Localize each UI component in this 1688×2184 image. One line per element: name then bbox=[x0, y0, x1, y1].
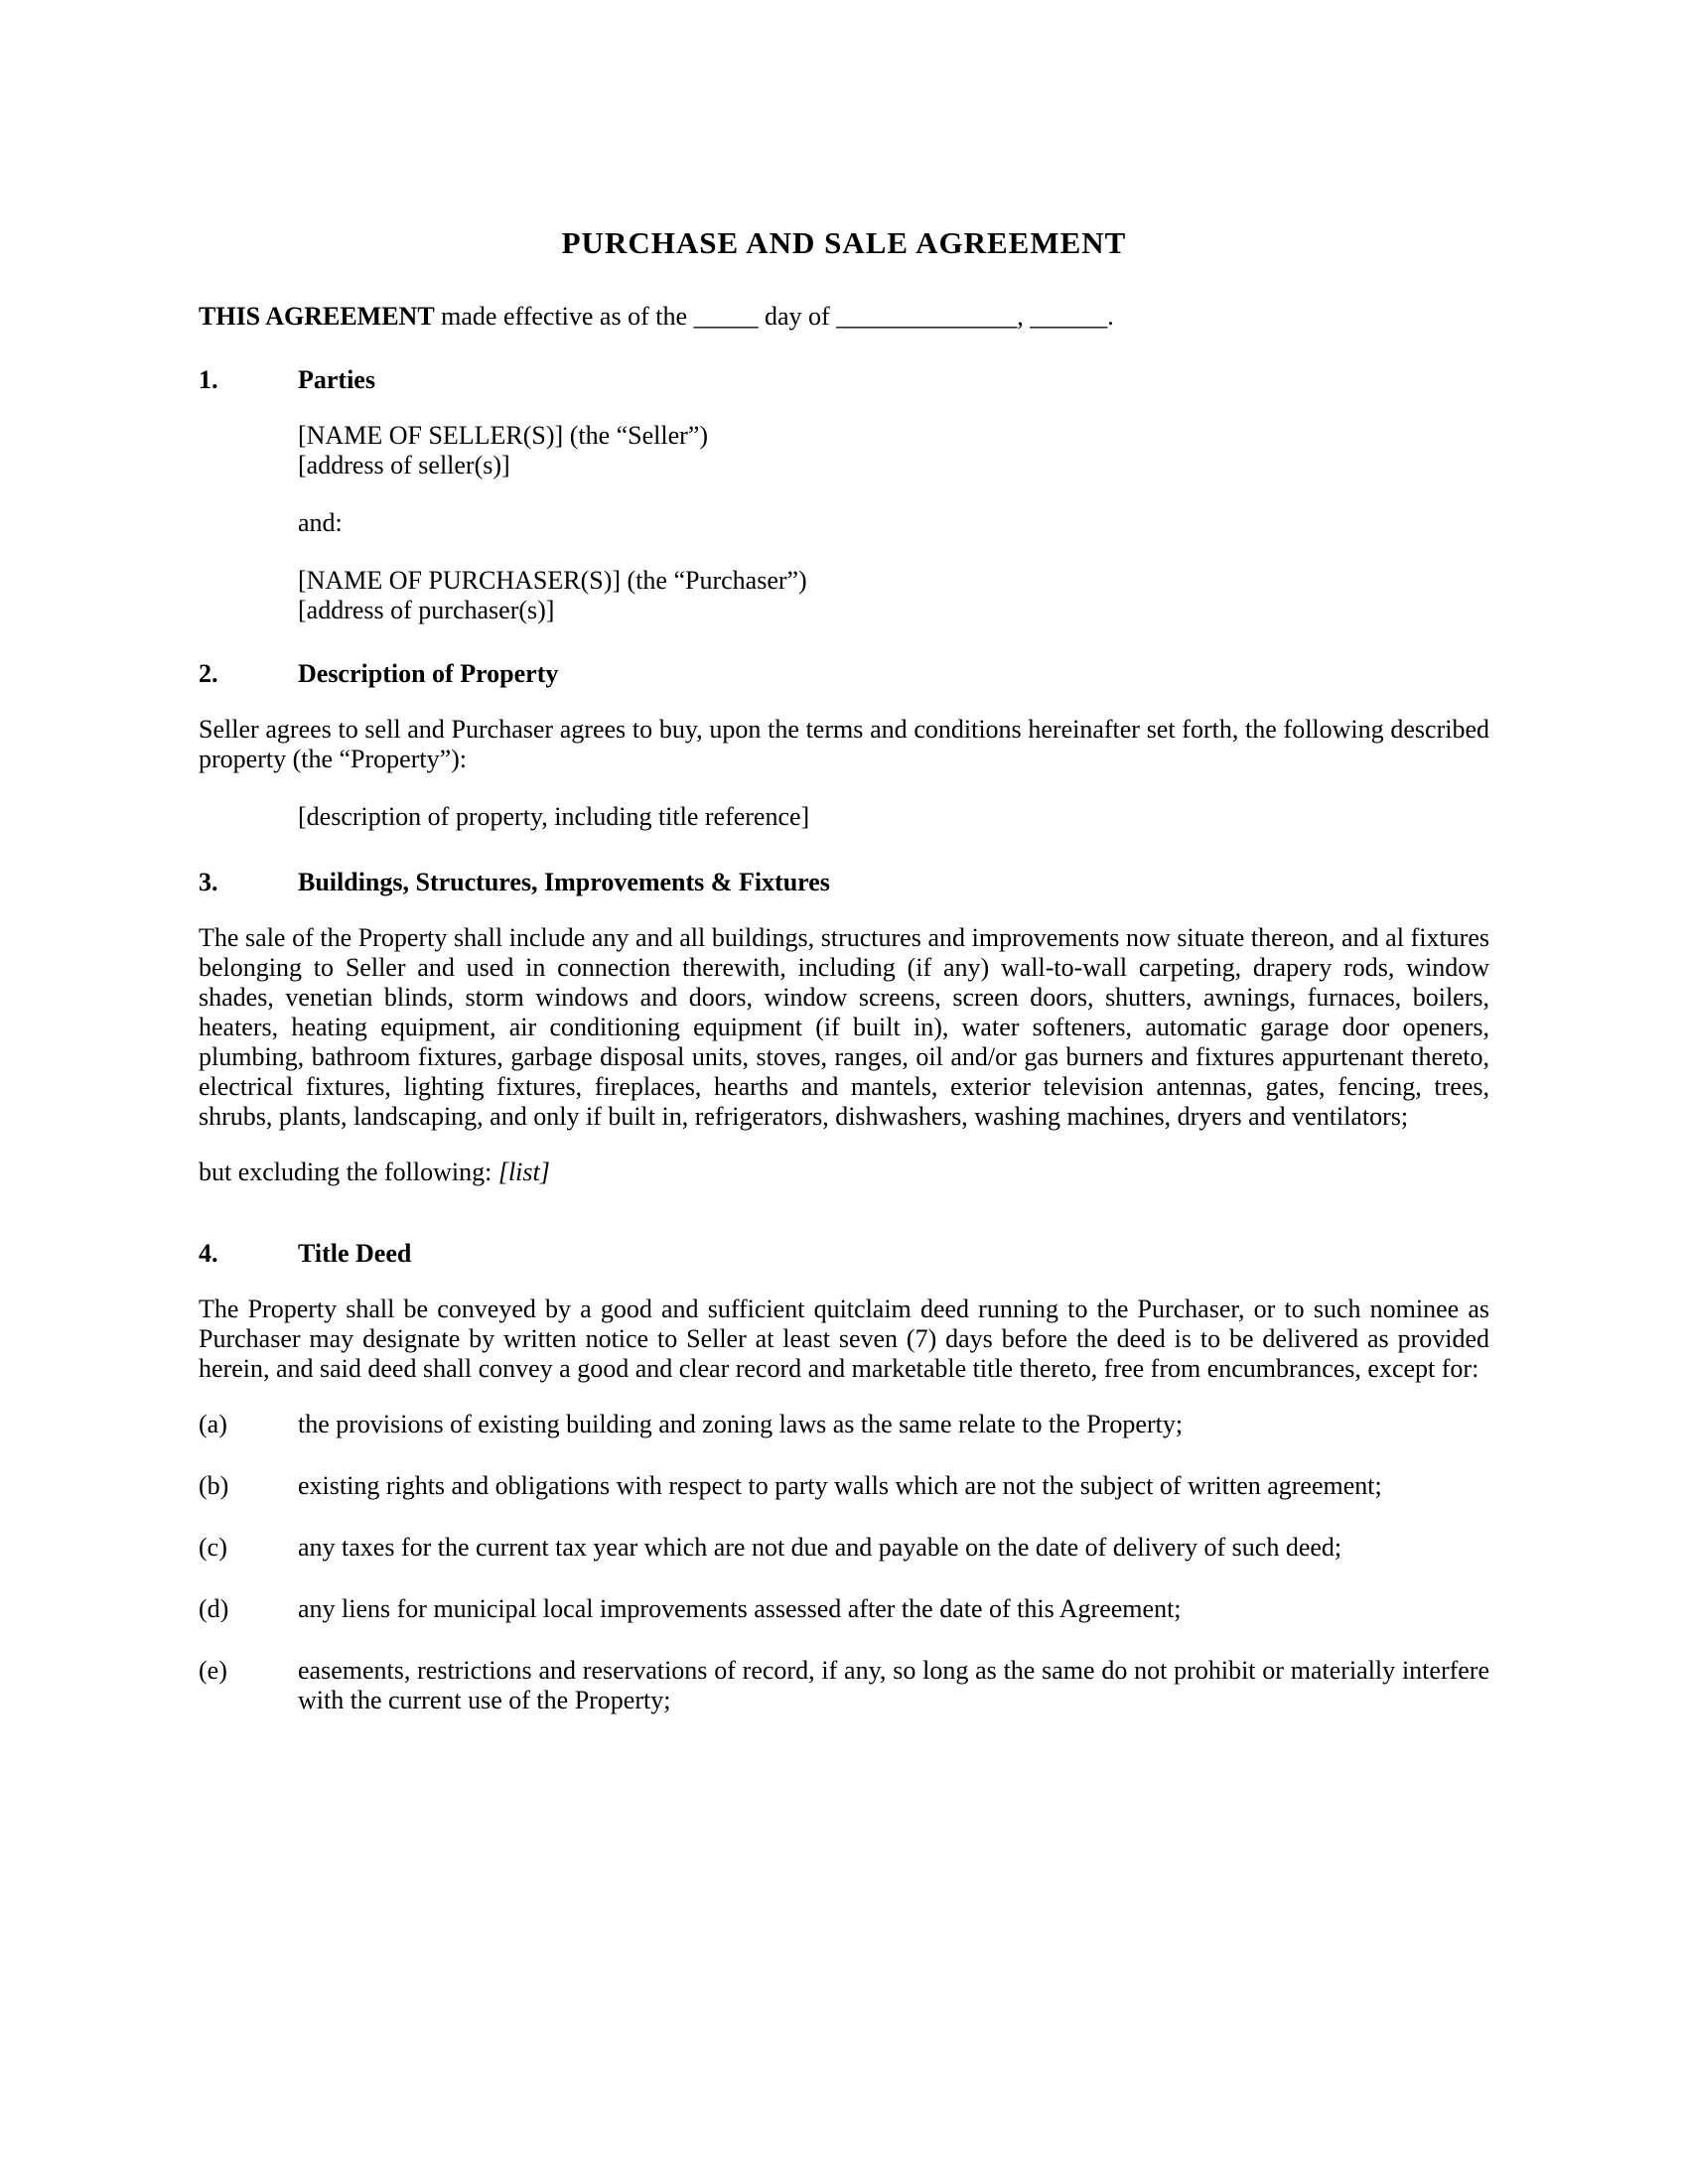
list-item-c bbox=[199, 1533, 1489, 1563]
list-item-e-marker: (e) bbox=[199, 1656, 227, 1685]
section-3-heading-row bbox=[199, 868, 1489, 897]
section-1-heading-row bbox=[199, 365, 1489, 395]
exclusions-text: but excluding the following: bbox=[199, 1158, 492, 1186]
list-item-e bbox=[199, 1656, 1489, 1715]
exclusions-line bbox=[199, 1158, 1489, 1187]
document-title: PURCHASE AND SALE AGREEMENT bbox=[561, 225, 1127, 260]
seller-block bbox=[298, 421, 1489, 480]
list-item-b bbox=[199, 1471, 1489, 1501]
list-item-a-marker: (a) bbox=[199, 1410, 227, 1438]
section-1-number: 1. bbox=[199, 365, 218, 394]
section-2-number: 2. bbox=[199, 659, 218, 688]
exclusions-list-placeholder: [list] bbox=[497, 1158, 550, 1186]
list-item-a bbox=[199, 1410, 1489, 1439]
list-item-d-text: any liens for municipal local improvements assessed after the date of this Agreement; bbox=[298, 1594, 1182, 1623]
list-item-c-marker: (c) bbox=[199, 1533, 227, 1562]
list-item-e-text: easements, restrictions and reservations of record, if any, so long as the same do not prohibit or materially interfere with the current use of the Property; bbox=[298, 1656, 1489, 1714]
section-4-number: 4. bbox=[199, 1239, 218, 1268]
section-2-body: Seller agrees to sell and Purchaser agrees to buy, upon the terms and conditions hereinafter set forth, the following described property (the “Property”): bbox=[199, 715, 1489, 773]
list-item-b-text: existing rights and obligations with respect to party walls which are not the subject of written agreement; bbox=[298, 1471, 1382, 1500]
purchaser-address-line: [address of purchaser(s)] bbox=[298, 596, 555, 624]
section-2-heading: Description of Property bbox=[298, 659, 559, 688]
list-item-a-text: the provisions of existing building and zoning laws as the same relate to the Property; bbox=[298, 1410, 1184, 1438]
list-item-b-marker: (b) bbox=[199, 1471, 229, 1500]
purchaser-name-line: [NAME OF PURCHASER(S)] (the “Purchaser”) bbox=[298, 566, 807, 595]
section-4-body: The Property shall be conveyed by a good and sufficient quitclaim deed running to the Purchaser, or to such nominee as Purchaser may designate by written notice to Seller at least seven (7) days before the deed is to be delivered as provided herein, and said deed shall convey a good and clear record and marketable title thereto, free from encumbrances, except for: bbox=[199, 1295, 1489, 1383]
section-3-number: 3. bbox=[199, 868, 218, 896]
and-connector: and: bbox=[298, 508, 343, 537]
seller-name-line: [NAME OF SELLER(S)] (the “Seller”) bbox=[298, 421, 709, 450]
section-1-heading: Parties bbox=[298, 365, 375, 394]
seller-address-line: [address of seller(s)] bbox=[298, 451, 510, 479]
purchaser-block bbox=[298, 566, 1489, 625]
section-4-heading-row bbox=[199, 1239, 1489, 1269]
intro-paragraph bbox=[199, 302, 1489, 332]
intro-effective-date-text: made effective as of the _____ day of ______________, ______. bbox=[441, 302, 1114, 331]
section-3-body: The sale of the Property shall include any and all buildings, structures and improvements now situate thereon, and al fixtures belonging to Seller and used in connection therewith, including (if any) wall-to-wall carpeting, drapery rods, window shades, venetian blinds, storm windows and doors, window screens, screen doors, shutters, awnings, furnaces, boilers, heaters, heating equipment, air conditioning equipment (if built in), water softeners, automatic garage door openers, plumbing, bathroom fixtures, garbage disposal units, stoves, ranges, oil and/or gas burners and fixtures appurtenant thereto, electrical fixtures, lighting fixtures, fireplaces, hearths and mantels, exterior television antennas, gates, fencing, trees, shrubs, plants, landscaping, and only if built in, refrigerators, dishwashers, washing machines, dryers and ventilators; bbox=[199, 923, 1489, 1131]
section-4-heading: Title Deed bbox=[298, 1239, 412, 1268]
list-item-d-marker: (d) bbox=[199, 1594, 229, 1623]
property-description-placeholder: [description of property, including title reference] bbox=[298, 802, 810, 831]
section-2-heading-row bbox=[199, 659, 1489, 689]
intro-bold-phrase: THIS AGREEMENT bbox=[199, 302, 435, 331]
list-item-c-text: any taxes for the current tax year which are not due and payable on the date of delivery of such deed; bbox=[298, 1533, 1342, 1562]
list-item-d bbox=[199, 1594, 1489, 1624]
section-3-heading: Buildings, Structures, Improvements & Fixtures bbox=[298, 868, 830, 896]
